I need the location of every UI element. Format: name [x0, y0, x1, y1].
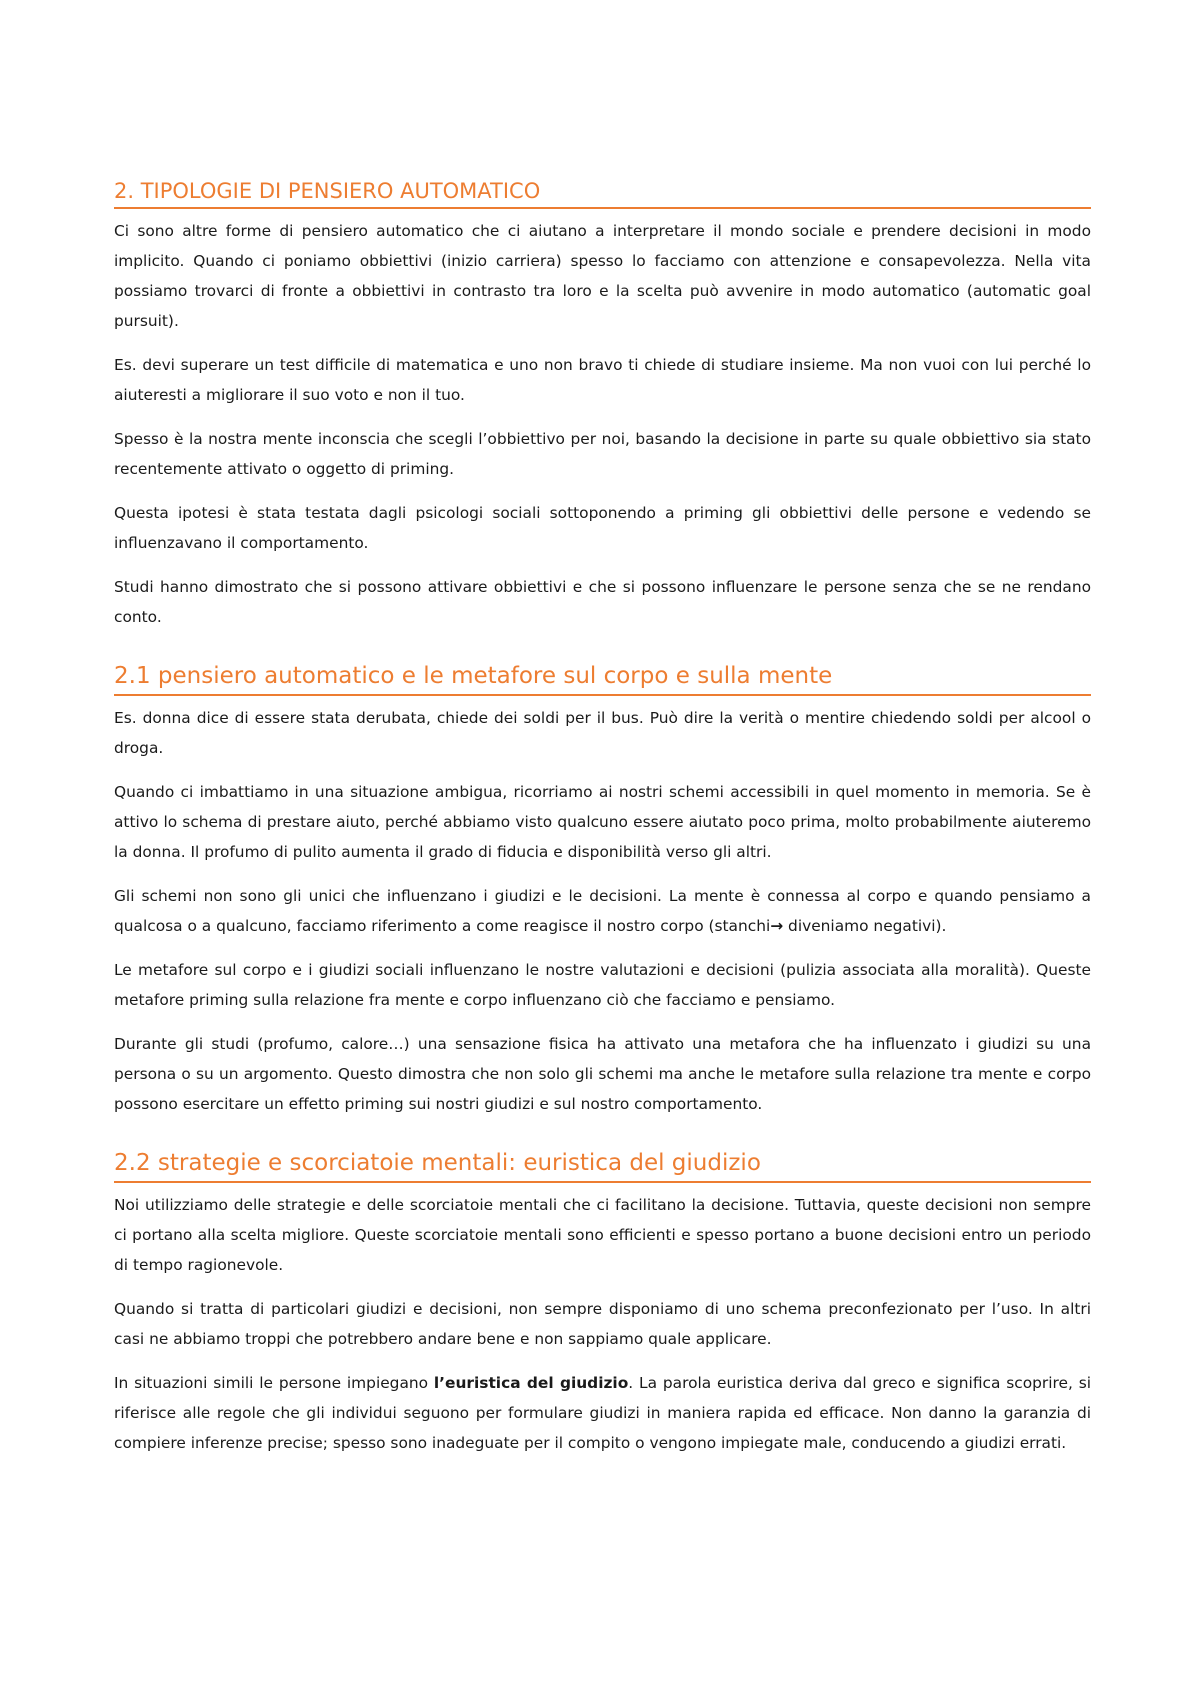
- subsection-heading: 2.1 pensiero automatico e le metafore sul corpo e sulla mente: [114, 662, 1091, 696]
- paragraph: Quando ci imbattiamo in una situazione ambigua, ricorriamo ai nostri schemi accessibili in quel momento in memoria. Se è attivo lo schema di prestare aiuto, perché abbiamo visto qualcuno essere aiutato poco prima, molto probabilmente aiuteremo la donna. Il profumo di pulito aumenta il grado di fiducia e disponibilità verso gli altri.: [114, 783, 1091, 861]
- paragraph-text: . La parola euristica deriva dal greco e significa scoprire, si riferisce alle regole che gli individui seguono per formulare giudizi in maniera rapida ed efficace. Non danno la garanzia di compiere inferenze precise; spesso sono inadeguate per il compito o vengono impiegate male, conducendo a giudizi errati.: [114, 1373, 1092, 1452]
- section-heading: 2. TIPOLOGIE DI PENSIERO AUTOMATICO: [114, 178, 1091, 209]
- paragraph-text: In situazioni simili le persone impiegano: [114, 1373, 434, 1392]
- paragraph: Spesso è la nostra mente inconscia che scegli l’obbiettivo per noi, basando la decisione in parte su quale obbiettivo sia stato recentemente attivato o oggetto di priming.: [114, 430, 1091, 479]
- section-body: [114, 216, 1091, 632]
- section-body: [114, 1190, 1091, 1458]
- paragraph: Es. donna dice di essere stata derubata, chiede dei soldi per il bus. Può dire la verità o mentire chiedendo soldi per alcool o droga.: [114, 709, 1091, 757]
- paragraph: [114, 881, 1091, 941]
- arrow-right-icon: →: [770, 917, 784, 935]
- section-body: [114, 703, 1091, 1119]
- paragraph: Durante gli studi (profumo, calore…) una sensazione fisica ha attivato una metafora che ha influenzato i giudizi su una persona o su un argomento. Questo dimostra che non solo gli schemi ma anche le metafore sulla relazione tra mente e corpo possono esercitare un effetto priming sui nostri giudizi e sul nostro comportamento.: [114, 1035, 1091, 1113]
- section-tipologie: [114, 178, 1091, 632]
- section-metafore: [114, 662, 1091, 1119]
- paragraph: Ci sono altre forme di pensiero automatico che ci aiutano a interpretare il mondo sociale e prendere decisioni in modo implicito. Quando ci poniamo obbiettivi (inizio carriera) spesso lo facciamo con attenzione e consapevolezza. Nella vita possiamo trovarci di fronte a obbiettivi in contrasto tra loro e la scelta può avvenire in modo automatico (automatic goal pursuit).: [114, 222, 1091, 331]
- document-page: [114, 178, 1091, 1488]
- paragraph: Noi utilizziamo delle strategie e delle scorciatoie mentali che ci facilitano la decisione. Tuttavia, queste decisioni non sempre ci portano alla scelta migliore. Queste scorciatoie mentali sono efficienti e spesso portano a buone decisioni entro un periodo di tempo ragionevole.: [114, 1195, 1091, 1274]
- paragraph: Questa ipotesi è stata testata dagli psicologi sociali sottoponendo a priming gli obbiettivi delle persone e vedendo se influenzavano il comportamento.: [114, 504, 1091, 553]
- bold-term: l’euristica del giudizio: [433, 1373, 629, 1392]
- paragraph-text: Gli schemi non sono gli unici che influenzano i giudizi e le decisioni. La mente è connessa al corpo e quando pensiamo a qualcosa o a qualcuno, facciamo riferimento a come reagisce il nostro corpo (stanchi: [114, 887, 1091, 935]
- paragraph: Es. devi superare un test difficile di matematica e uno non bravo ti chiede di studiare insieme. Ma non vuoi con lui perché lo aiuteresti a migliorare il suo voto e non il tuo.: [114, 356, 1091, 405]
- paragraph: Studi hanno dimostrato che si possono attivare obbiettivi e che si possono influenzare le persone senza che se ne rendano conto.: [114, 578, 1091, 627]
- paragraph: Quando si tratta di particolari giudizi e decisioni, non sempre disponiamo di uno schema preconfezionato per l’uso. In altri casi ne abbiamo troppi che potrebbero andare bene e non sappiamo quale applicare.: [114, 1299, 1091, 1348]
- paragraph: Le metafore sul corpo e i giudizi sociali influenzano le nostre valutazioni e decisioni (pulizia associata alla moralità). Queste metafore priming sulla relazione fra mente e corpo influenzano ciò che facciamo e pensiamo.: [114, 961, 1091, 1009]
- subsection-heading: 2.2 strategie e scorciatoie mentali: euristica del giudizio: [114, 1149, 1091, 1183]
- paragraph-text: diveniamo negativi).: [783, 917, 947, 935]
- section-euristica: [114, 1149, 1091, 1458]
- paragraph: [114, 1368, 1091, 1458]
